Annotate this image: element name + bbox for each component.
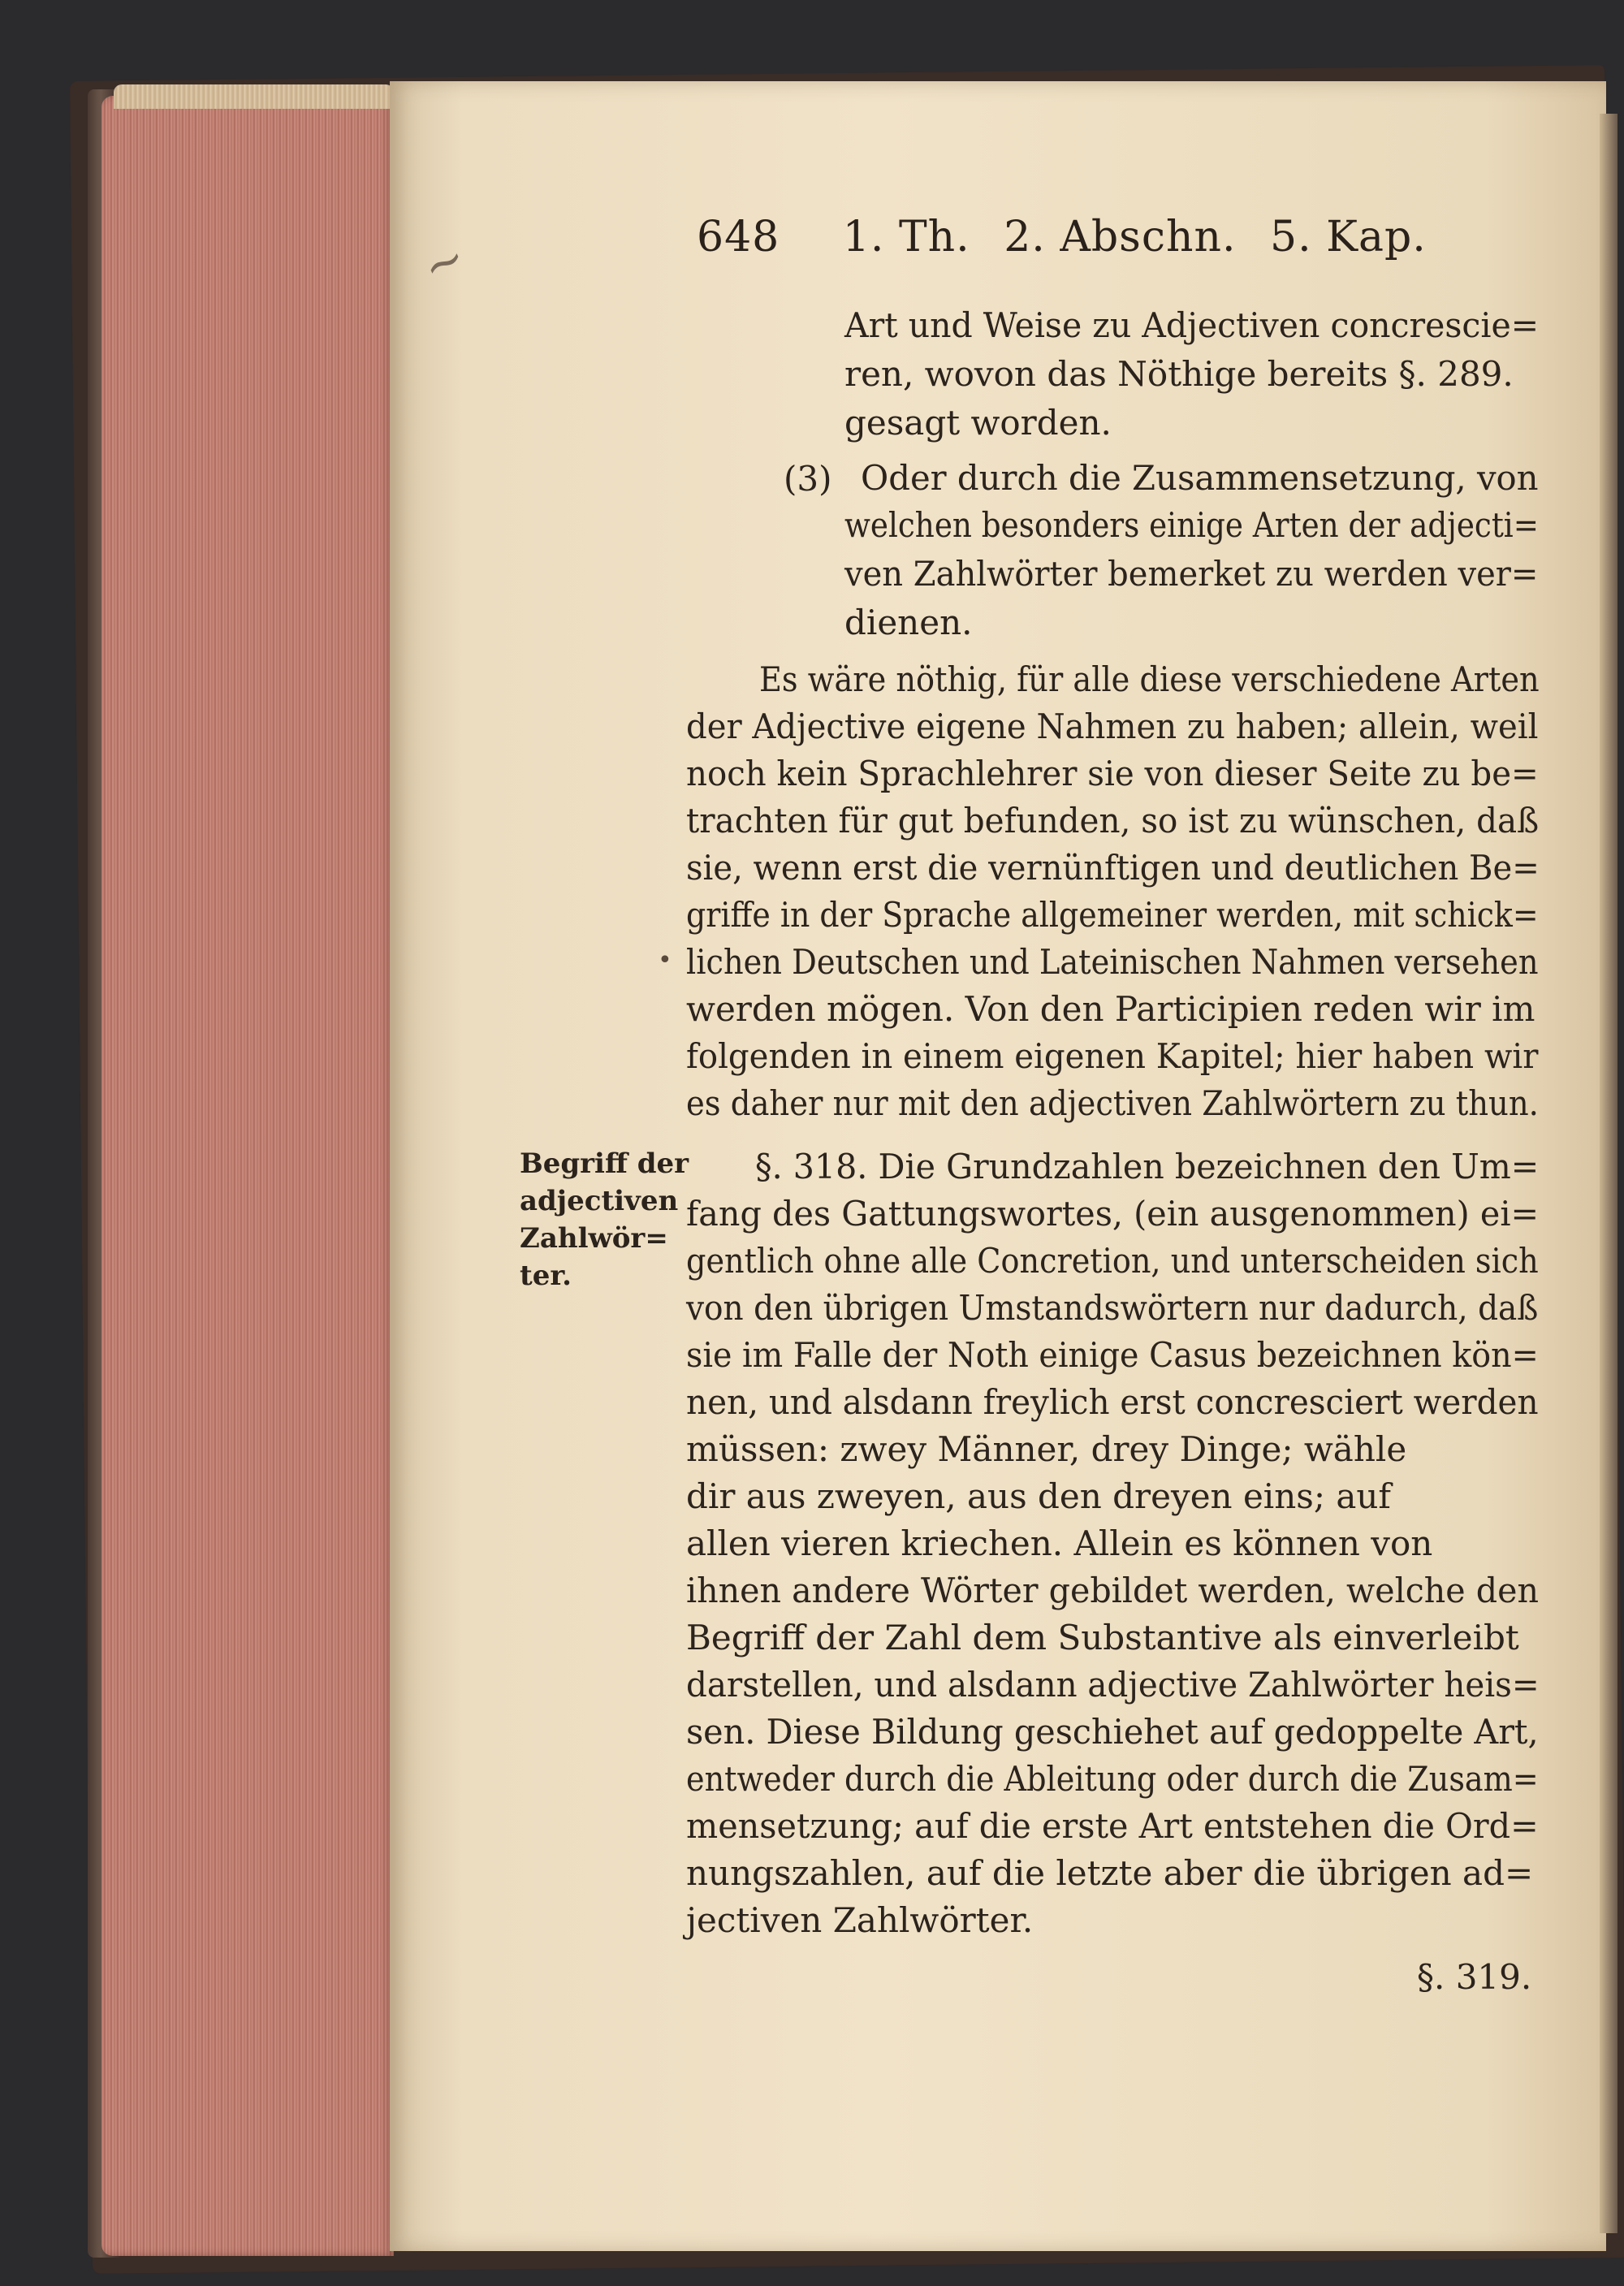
- text-line: Es wäre nöthig, für alle diese verschiedene Arten: [759, 659, 1540, 699]
- text-line: sen. Diese Bildung geschiehet auf gedoppelte Art,: [686, 1712, 1539, 1752]
- text-line: Oder durch die Zusammensetzung, von: [861, 458, 1539, 498]
- marginal-line: adjectiven: [520, 1185, 679, 1217]
- text-line: §. 318. Die Grundzahlen bezeichnen den Um=: [755, 1147, 1540, 1186]
- text-line: ihnen andere Wörter gebildet werden, welche den: [686, 1571, 1539, 1610]
- text-line: fang des Gattungswortes, (ein ausgenommen) ei=: [686, 1194, 1540, 1234]
- header-section: 2. Abschn.: [1004, 213, 1237, 261]
- page-edges-top: [114, 84, 394, 109]
- text-line: Begriff der Zahl dem Substantive als einverleibt: [686, 1618, 1519, 1657]
- text-line: von den übrigen Umstandswörtern nur dadurch, daß: [686, 1288, 1539, 1328]
- page-edge-right: [1600, 114, 1618, 2233]
- text-line: es daher nur mit den adjectiven Zahlwörtern zu thun.: [686, 1083, 1539, 1123]
- text-line: entweder durch die Ableitung oder durch die Zusam=: [686, 1759, 1539, 1799]
- text-line: sie, wenn erst die vernünftigen und deutlichen Be=: [686, 848, 1540, 888]
- text-line: gesagt worden.: [844, 403, 1112, 443]
- text-line: sie im Falle der Noth einige Casus bezeichnen kön=: [686, 1335, 1539, 1375]
- text-line: Art und Weise zu Adjectiven concrescie=: [844, 305, 1540, 345]
- page-speck: •: [658, 946, 672, 974]
- header-chapter: 5. Kap.: [1270, 213, 1427, 261]
- text-line: müssen: zwey Männer, drey Dinge; wähle: [686, 1429, 1407, 1469]
- text-line: gentlich ohne alle Concretion, und unterscheiden sich: [686, 1241, 1539, 1281]
- marginal-line: Zahlwör=: [520, 1222, 668, 1255]
- page-number: 648: [697, 213, 780, 261]
- ink-blot: ~: [413, 228, 475, 297]
- running-header: [697, 213, 1427, 270]
- marginal-line: Begriff der: [520, 1147, 689, 1180]
- header-part: 1. Th.: [842, 213, 970, 261]
- text-line: griffe in der Sprache allgemeiner werden, mit schick=: [686, 895, 1539, 935]
- text-line: mensetzung; auf die erste Art entstehen die Ord=: [686, 1806, 1539, 1846]
- text-line: noch kein Sprachlehrer sie von dieser Seite zu be=: [686, 754, 1539, 793]
- text-line: trachten für gut befunden, so ist zu wünschen, daß: [686, 801, 1540, 841]
- text-line: dienen.: [844, 603, 973, 642]
- marginal-line: ter.: [520, 1260, 572, 1292]
- page-edges: [102, 96, 394, 2256]
- text-line: jectiven Zahlwörter.: [686, 1900, 1034, 1940]
- text-line: folgenden in einem eigenen Kapitel; hier haben wir: [686, 1036, 1539, 1076]
- text-line: ven Zahlwörter bemerket zu werden ver=: [844, 554, 1539, 594]
- text-line: welchen besonders einige Arten der adjecti=: [844, 505, 1539, 545]
- text-line: nen, und alsdann freylich erst concresciert werden: [686, 1382, 1539, 1422]
- text-line: der Adjective eigene Nahmen zu haben; allein, weil: [686, 707, 1539, 746]
- text-line: lichen Deutschen und Lateinischen Nahmen versehen: [686, 942, 1539, 982]
- marginal-note: [520, 1145, 689, 1294]
- text-line: dir aus zweyen, aus den dreyen eins; auf: [686, 1476, 1391, 1516]
- text-line: darstellen, und alsdann adjective Zahlwörter heis=: [686, 1665, 1540, 1705]
- text-line: werden mögen. Von den Participien reden wir im: [686, 989, 1535, 1029]
- catchword: §. 319.: [1417, 1957, 1532, 1997]
- text-line: ren, wovon das Nöthige bereits §. 289.: [844, 354, 1514, 394]
- text-line: nungszahlen, auf die letzte aber die übrigen ad=: [686, 1853, 1534, 1893]
- text-line: allen vieren kriechen. Allein es können von: [686, 1523, 1433, 1563]
- item-number: (3): [784, 459, 832, 499]
